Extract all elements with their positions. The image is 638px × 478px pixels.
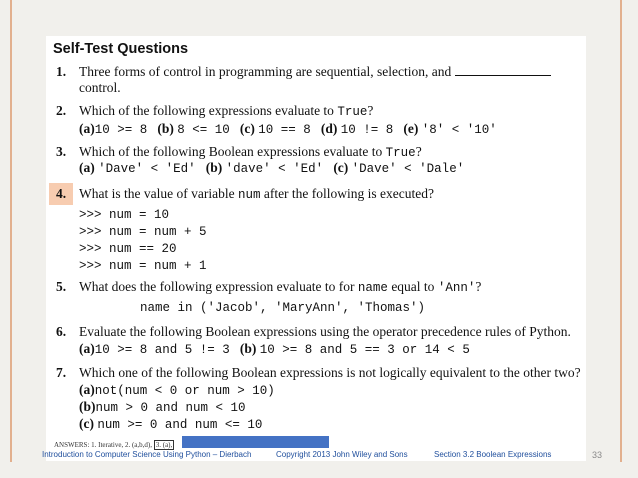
answer-cover-bar: [182, 436, 329, 448]
question-text: ?: [475, 279, 482, 294]
option-code: 'dave' < 'Ed': [225, 162, 324, 176]
code-literal: name: [357, 281, 388, 295]
code-line: >>> num == 20: [79, 242, 177, 256]
option-code: 10 >= 8: [94, 123, 148, 137]
question-3-options: [79, 160, 464, 176]
question-2-options: [79, 121, 497, 137]
option-label: (a): [79, 382, 95, 397]
option-code: '8' < '10': [421, 123, 497, 137]
question-number: 7.: [56, 365, 67, 380]
option-code: 'Dave' < 'Ed': [98, 162, 196, 176]
code-line: >>> num = num + 5: [79, 225, 207, 239]
code-literal: True: [385, 146, 416, 160]
option-code: 10 == 8: [258, 123, 311, 137]
question-text: What is the value of variable: [79, 186, 235, 201]
question-text: Three forms of control in programming are sequential, selection, and: [79, 64, 452, 79]
page-title: Self-Test Questions: [53, 41, 189, 57]
question-number: 3.: [56, 144, 67, 159]
question-number: 5.: [56, 279, 67, 294]
option-label: (a): [79, 121, 95, 136]
code-line: >>> num = num + 1: [79, 259, 207, 273]
page-number: 33: [592, 450, 603, 460]
question-text: ?: [415, 144, 422, 159]
option-code: 10 >= 8 and 5 == 3 or 14 < 5: [259, 343, 470, 357]
code-expression: name in ('Jacob', 'MaryAnn', 'Thomas'): [140, 301, 426, 315]
answers-line: [54, 440, 174, 450]
code-literal: 'Ann': [437, 281, 476, 295]
option-code: 10 >= 8 and 5 != 3: [94, 343, 230, 357]
option-code: 8 <= 10: [177, 123, 230, 137]
answer-blank: [455, 64, 551, 76]
option-label: (b): [79, 399, 96, 414]
code-literal: True: [337, 105, 368, 119]
question-number: 4.: [56, 186, 67, 201]
option-label: (c): [239, 121, 255, 136]
code-literal: num: [237, 188, 261, 202]
option-code: num > 0 and num < 10: [95, 401, 246, 415]
option-label: (a): [79, 341, 95, 356]
footer-copyright: Copyright 2013 John Wiley and Sons: [276, 450, 408, 459]
question-text: Evaluate the following Boolean expressions using the operator precedence rules of Python.: [79, 324, 571, 339]
option-label: (d): [320, 121, 338, 136]
option-label: (b): [205, 160, 223, 175]
question-number: 2.: [56, 103, 67, 118]
question-number: 1.: [56, 64, 67, 79]
footer-section: Section 3.2 Boolean Expressions: [434, 450, 552, 459]
question-number: 6.: [56, 324, 67, 339]
option-label: (c): [79, 416, 94, 431]
option-label: (b): [239, 341, 257, 356]
option-label: (a): [79, 160, 95, 175]
option-label: (c): [333, 160, 349, 175]
question-7-option-a: [79, 382, 275, 398]
option-code: 10 != 8: [340, 123, 394, 137]
option-code: num >= 0 and num <= 10: [97, 418, 263, 432]
question-text: after the following is executed?: [263, 186, 435, 201]
code-line: >>> num = 10: [79, 208, 170, 222]
option-label: (e): [403, 121, 419, 136]
footer-book-title: Introduction to Computer Science Using Python – Dierbach: [42, 450, 252, 459]
question-7-option-c: [79, 416, 262, 432]
answers-text: ANSWERS: 1. Iterative, 2. (a,b,d),: [54, 441, 154, 449]
question-text: Which of the following expressions evaluate to: [79, 103, 334, 118]
answers-boxed: 3. (a),: [155, 441, 173, 449]
question-text: ?: [367, 103, 374, 118]
option-label: (b): [157, 121, 174, 136]
option-code: 'Dave' < 'Dale': [351, 162, 465, 176]
option-code: not(num < 0 or num > 10): [94, 384, 275, 398]
question-text: Which one of the following Boolean expressions is not logically equivalent to the other two?: [79, 365, 581, 380]
question-7-option-b: [79, 399, 246, 415]
self-test-panel: [46, 36, 586, 461]
question-6-options: [79, 341, 470, 357]
question-text: control.: [79, 80, 121, 95]
question-text: Which of the following Boolean expressions evaluate to: [79, 144, 383, 159]
question-text: equal to: [391, 279, 435, 294]
question-text: What does the following expression evaluate to for: [79, 279, 355, 294]
